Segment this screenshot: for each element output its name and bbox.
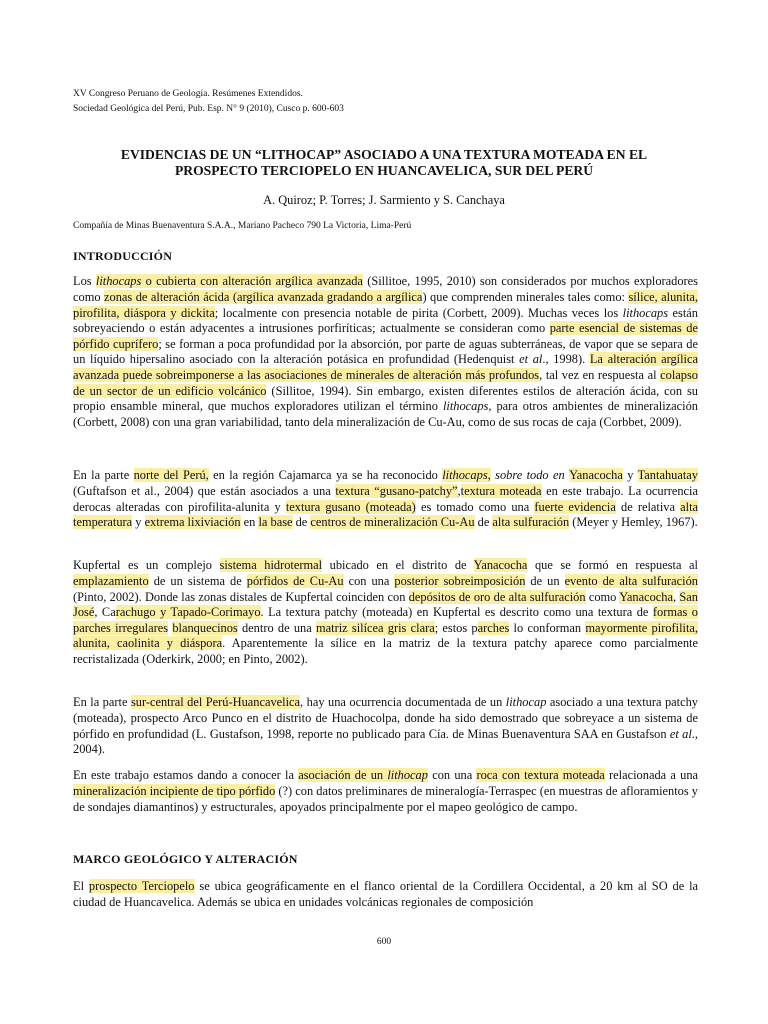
highlight: sur-central del Perú-Huancavelica xyxy=(130,695,301,710)
text-span: (Meyer y Hemley, 1967). xyxy=(569,515,698,530)
text-span: que se formó en respuesta al xyxy=(527,558,698,573)
text-span: relacionada a una xyxy=(604,768,699,783)
text-span: (?) con datos preliminares de mineralogía-Terraspec (en muestras de afloramientos y de sondajes diamantinos) y estructurales, apoyados principalmente por el mapeo geológico de campo. xyxy=(73,783,698,814)
text-span: (Pinto, 2002). Donde las zonas distales de Kupfertal coinciden con xyxy=(73,589,409,604)
title-line-1: EVIDENCIAS DE UN “LITHOCAP” ASOCIADO A UNA TEXTURA MOTEADA EN EL xyxy=(120,147,648,162)
text-span: El xyxy=(73,879,89,894)
italic-term: et al xyxy=(669,726,692,741)
text-span: En este trabajo estamos dando a conocer la xyxy=(73,768,299,783)
highlight: textura gusano (moteada) xyxy=(285,499,416,514)
text-span: es tomado como una xyxy=(415,499,535,514)
text-span: Los xyxy=(73,274,96,289)
text-span: y xyxy=(132,515,145,530)
text-span: de un xyxy=(525,573,565,588)
text-span: ubicado en el distrito de xyxy=(322,558,474,573)
highlight: evento de alta sulfuración xyxy=(564,573,698,588)
highlight: mayormente pirofilita, alunita, caolinita y diáspora xyxy=(73,620,699,651)
highlight: San José xyxy=(73,589,698,620)
highlight: roca con textura moteada xyxy=(476,768,605,783)
text-span: , xyxy=(673,589,680,604)
text-span: de relativa xyxy=(615,499,681,514)
highlight: emplazamiento xyxy=(73,573,149,588)
highlight: Yanacocha xyxy=(569,468,623,483)
highlight: blanquecinos xyxy=(172,620,238,635)
highlight: prospecto Terciopelo xyxy=(88,879,195,894)
italic-term: lithocaps xyxy=(95,274,142,289)
highlight xyxy=(96,274,363,288)
text-span: ., 1998). xyxy=(542,352,590,367)
text-span: asociación de un xyxy=(298,768,388,783)
highlight: rachugo y Tapado-Corimayo xyxy=(115,605,261,620)
italic-term: et al xyxy=(519,352,543,367)
authors: A. Quiroz; P. Torres; J. Sarmiento y S. Canchaya xyxy=(263,193,505,207)
highlight: la base xyxy=(258,515,293,530)
highlight: Tantahuatay xyxy=(637,468,698,483)
text-span: de xyxy=(292,515,311,530)
paragraph-5 xyxy=(73,768,698,815)
text-span: , tal vez en respuesta al xyxy=(539,367,661,382)
text-span: con una xyxy=(343,573,395,588)
text-span: dentro de una xyxy=(237,620,316,635)
highlight: alta temperatura xyxy=(73,499,699,530)
header-line-1: XV Congreso Peruano de Geología. Resúmenes Extendidos. xyxy=(73,89,303,99)
paragraph-6 xyxy=(73,879,698,910)
highlight: textura moteada xyxy=(460,483,542,498)
highlight: posterior sobreimposición xyxy=(394,573,526,588)
page-number: 600 xyxy=(376,937,392,947)
text-span: asociado a una textura patchy (moteada), prospecto Arco Punco en el distrito de Huachocolpa, donde ha sido demostrado que sobreyace a un sistema de pórfido en profundidad (L. Gustafson, 1998, reporte no publicado para Cía. de Minas Buenaventura SAA en Gustafson xyxy=(73,695,699,741)
text-span: , para otros ambientes de mineralización (Corbett, 2008) con una gran variabilidad, tanto dela mineralización de Cu-Au, como de sus rocas de caja (Corbbet, 2009). xyxy=(73,399,698,429)
italic-term: lithocaps xyxy=(442,399,489,414)
text-span: ; se forman a poca profundidad por la absorción, por parte de aguas subterráneas, de vapor que se separa de un líquido hipersalino asociado con la alteración potásica en profundidad (Hedenquist xyxy=(73,336,698,367)
highlight: arches xyxy=(477,620,510,635)
affiliation: Compañía de Minas Buenaventura S.A.A., Mariano Pacheco 790 La Victoria, Lima-Perú xyxy=(73,221,412,231)
text-span: de un sistema de xyxy=(148,573,247,588)
text-span: ; estos p xyxy=(434,620,478,635)
highlight: Yanacocha xyxy=(473,558,528,573)
highlight: extrema lixiviación xyxy=(144,515,241,530)
text-span: en la región Cajamarca ya se ha reconocido xyxy=(208,468,443,483)
paragraph-3 xyxy=(73,558,698,667)
text-span: , xyxy=(457,483,461,498)
text-span: y xyxy=(622,468,638,483)
text-span: están sobreyaciendo o están adyacentes a intrusiones porfiríticas; actualmente se consideran como xyxy=(73,305,698,336)
text-span: se ubica geográficamente en el flanco oriental de la Cordillera Occidental, a 20 km al SO de la ciudad de Huancavelica. Además se ubica en unidades volcánicas regionales de composición xyxy=(73,879,699,909)
highlight: sílice, alunita, pirofilita, diáspora y dickita xyxy=(73,289,698,320)
text-span: En la parte xyxy=(73,695,131,710)
text-span: ; localmente con presencia notable de pirita (Corbett, 2009). Muchas veces los xyxy=(214,305,623,320)
italic-term: lithocap xyxy=(505,695,547,710)
publication-header xyxy=(73,87,344,117)
highlight: La alteración argílica avanzada puede sobreimponerse a las asociaciones de minerales de alteración más profundos xyxy=(73,352,698,382)
text-span: ., 2004). xyxy=(73,726,698,757)
text-span: lo conforman xyxy=(509,620,586,635)
section-heading-marco-geologico: MARCO GEOLÓGICO Y ALTERACIÓN xyxy=(73,852,298,866)
highlight: colapso de un sector de un edificio volcánico xyxy=(73,367,698,398)
text-span: (Sillitoe, 1995, 2010) son considerados por muchos exploradores como xyxy=(73,274,699,304)
text-span: en xyxy=(240,515,259,530)
text-span: (Sillitoe, 1994). Sin embargo, existen diferentes estilos de alteración ácida, con su propio ensamble mineral, que muchos exploradores utilizan el término xyxy=(73,383,698,414)
highlight: Yanacocha xyxy=(619,589,673,604)
text-span: o cubierta con alteración argílica avanzada xyxy=(141,274,363,289)
text-span: de xyxy=(474,515,493,530)
highlight: depósitos de oro de alta sulfuración xyxy=(408,589,586,604)
section-heading-introduccion: INTRODUCCIÓN xyxy=(73,249,173,263)
text-span: ) que comprenden minerales tales como: xyxy=(422,289,629,304)
text-span: , hay una ocurrencia documentada de un xyxy=(300,695,506,710)
text-span: . Aparentemente la sílice en la matriz de la textura patchy aparece como parcialmente recristalizada (Oderkirk, 2000; en Pinto, 2002). xyxy=(73,636,698,666)
text-span: como xyxy=(585,589,620,604)
italic-term: lithocaps xyxy=(622,305,669,320)
highlight: norte del Perú, xyxy=(133,468,209,483)
text-span: en este trabajo. La ocurrencia derocas alteradas con pirofilita-alunita y xyxy=(73,483,698,514)
paragraph-4 xyxy=(73,695,698,757)
italic-term: lithocap xyxy=(387,768,428,783)
header-line-2: Sociedad Geológica del Perú, Pub. Esp. N° 9 (2010), Cusco p. 600-603 xyxy=(73,104,344,114)
highlight: centros de mineralización Cu-Au xyxy=(310,515,475,530)
highlight: pórfidos de Cu-Au xyxy=(246,573,344,588)
highlight: matriz silícea gris clara xyxy=(315,620,435,635)
highlight: textura “gusano-patchy” xyxy=(335,483,458,498)
highlight: formas o parches irregulares xyxy=(73,605,698,635)
text-span: Kupfertal es un complejo xyxy=(73,558,220,573)
highlight: alta sulfuración xyxy=(492,515,570,530)
highlight: parte esencial de sistemas de pórfido cuprífero xyxy=(73,321,698,351)
paragraph-1 xyxy=(73,274,698,430)
paper-title xyxy=(60,147,708,179)
title-line-2: PROSPECTO TERCIOPELO EN HUANCAVELICA, SUR DEL PERÚ xyxy=(174,163,594,178)
highlight: zonas de alteración ácida (argílica avanzada gradando a argílica xyxy=(104,289,423,304)
highlight: sistema hidrotermal xyxy=(219,558,323,573)
highlight: fuerte evidencia xyxy=(534,499,616,514)
text-span: (Guftafson et al., 2004) que están asociados a una xyxy=(73,483,336,498)
text-span: con una xyxy=(427,768,477,783)
paragraph-2 xyxy=(73,468,698,530)
text-span: . La textura patchy (moteada) en Kupfertal es descrito como una textura de xyxy=(260,605,653,620)
italic-term: lithocaps, xyxy=(442,468,491,483)
text-span: En la parte xyxy=(73,468,134,483)
italic-term: sobre todo en xyxy=(490,468,570,483)
highlight: mineralización incipiente de tipo pórfido xyxy=(73,783,276,798)
text-span: , Ca xyxy=(94,605,116,620)
